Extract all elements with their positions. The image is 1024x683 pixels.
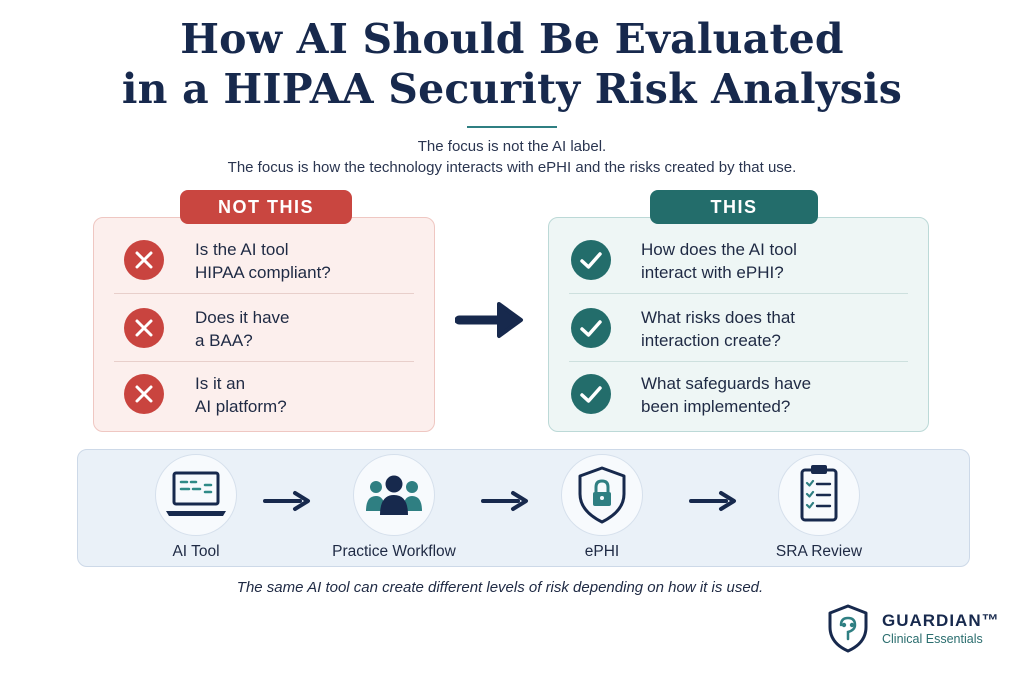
page-title <box>0 14 1024 114</box>
item-line: interact with ePHI? <box>641 263 784 282</box>
item-line: Does it have <box>195 308 290 327</box>
subtitle <box>0 136 1024 178</box>
brand-tagline: Clinical Essentials <box>882 632 983 646</box>
not-this-panel <box>93 217 435 432</box>
subtitle-line-1: The focus is not the AI label. <box>417 138 607 155</box>
not-this-badge: NOT THIS <box>180 190 352 224</box>
this-item <box>549 228 928 294</box>
this-item-text <box>641 372 911 418</box>
laptop-icon <box>155 454 237 536</box>
flow-step-ephi <box>522 454 682 561</box>
check-icon <box>571 240 611 280</box>
item-line: What safeguards have <box>641 374 812 393</box>
item-line: AI platform? <box>195 397 287 416</box>
arrow-right-icon <box>688 490 740 512</box>
shield-logo-icon <box>826 603 870 653</box>
item-line: Is it an <box>195 374 246 393</box>
item-line: been implemented? <box>641 397 791 416</box>
this-item <box>549 362 928 428</box>
this-item-text <box>641 238 911 284</box>
divider <box>114 293 414 294</box>
flow-step-label: AI Tool <box>172 543 220 560</box>
shield-lock-icon <box>561 454 643 536</box>
arrow-right-icon <box>262 490 314 512</box>
check-icon <box>571 308 611 348</box>
item-line: What risks does that <box>641 308 796 327</box>
not-this-item <box>94 296 434 362</box>
not-this-item <box>94 228 434 294</box>
footnote: The same AI tool can create different levels of risk depending on how it is used. <box>236 579 764 596</box>
item-line: HIPAA compliant? <box>195 263 331 282</box>
item-line: How does the AI tool <box>641 240 797 259</box>
flow-step-practice-workflow <box>314 454 474 561</box>
item-line: Is the AI tool <box>195 240 289 259</box>
item-line: a BAA? <box>195 331 253 350</box>
divider <box>569 293 908 294</box>
brand-logo <box>826 603 1016 655</box>
clipboard-checklist-icon <box>778 454 860 536</box>
arrow-right-icon <box>455 299 527 341</box>
this-item <box>549 296 928 362</box>
x-icon <box>124 240 164 280</box>
this-panel <box>548 217 929 432</box>
people-icon <box>353 454 435 536</box>
not-this-item-text <box>195 238 425 284</box>
flow-step-sra-review <box>739 454 899 561</box>
x-icon <box>124 374 164 414</box>
flow-step-label: Practice Workflow <box>332 543 456 560</box>
this-badge: THIS <box>650 190 818 224</box>
x-icon <box>124 308 164 348</box>
not-this-item-text <box>195 372 425 418</box>
title-line-1: How AI Should Be Evaluated <box>180 15 844 63</box>
flow-step-ai-tool <box>116 454 276 561</box>
not-this-item <box>94 362 434 428</box>
not-this-item-text <box>195 306 425 352</box>
flow-step-label: ePHI <box>584 543 620 560</box>
brand-name: GUARDIAN™ <box>882 611 1000 630</box>
title-line-2: in a HIPAA Security Risk Analysis <box>121 65 903 113</box>
item-line: interaction create? <box>641 331 781 350</box>
check-icon <box>571 374 611 414</box>
subtitle-line-2: The focus is how the technology interacts with ePHI and the risks created by that use. <box>227 159 797 176</box>
title-underline <box>467 126 557 128</box>
flow-step-label: SRA Review <box>775 543 863 560</box>
this-item-text <box>641 306 911 352</box>
